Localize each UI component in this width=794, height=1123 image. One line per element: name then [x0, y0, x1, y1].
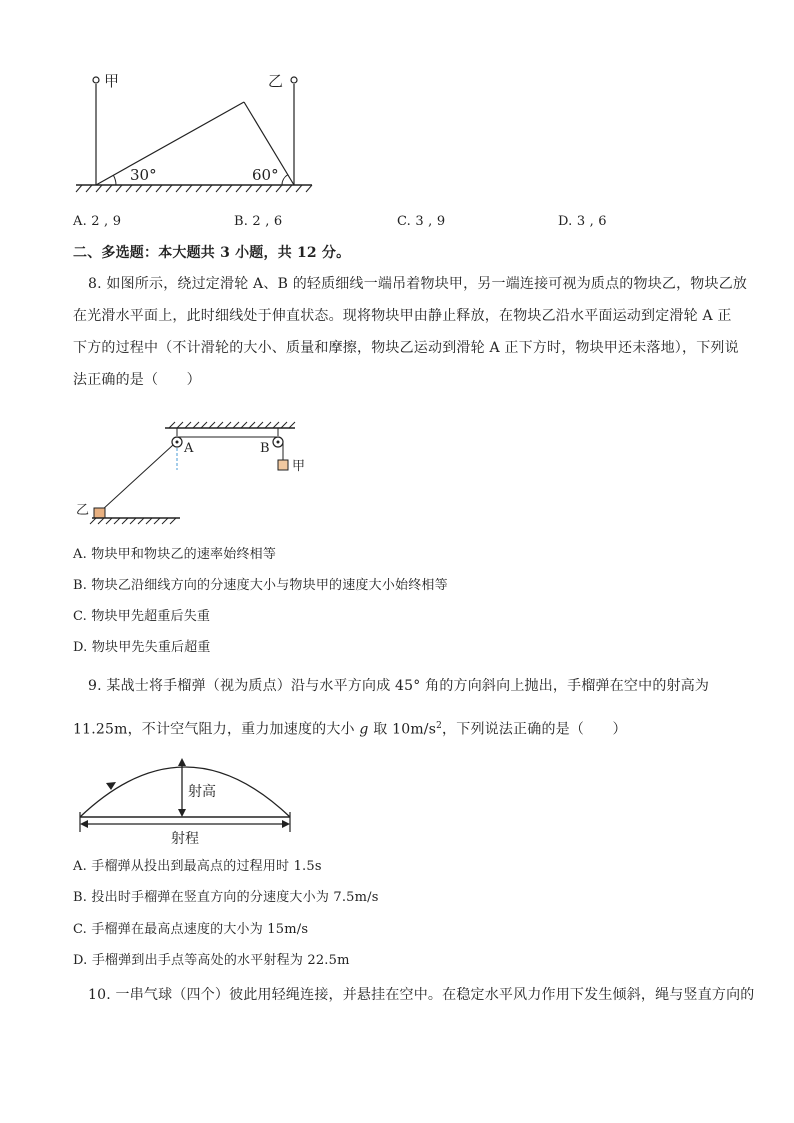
q8-option-a: A. 物块甲和物块乙的速率始终相等: [73, 547, 277, 562]
q9-option-c: C. 手榴弹在最高点速度的大小为 15m/s: [73, 922, 309, 937]
q9-height-value: 11.25m: [73, 721, 128, 738]
q9-g-value: 10m/s: [392, 721, 437, 738]
q7-option-a: A. 2 , 9: [73, 214, 122, 229]
q8-option-d: D. 物块甲先失重后超重: [73, 640, 211, 655]
q9-line-2: 11.25m，不计空气阻力，重力加速度的大小 g 取 $10m/s^2$，下列说法正确的是（ ）: [73, 721, 627, 738]
q10-line-1: 10. 一串气球（四个）彼此用轻绳连接，并悬挂在空中。在稳定水平风力作用下发生倾斜，绳与竖直方向的: [88, 987, 755, 1003]
height-label: 射高: [188, 784, 216, 800]
q7-option-c: C. 3 , 9: [397, 214, 446, 229]
q8-line-2: 在光滑水平面上，此时细线处于伸直状态。现将物块甲由静止释放，在物块乙沿水平面运动到定滑轮 A 正: [73, 308, 732, 324]
section-title: 二、多选题：本大题共 3 小题，共 12 分。: [73, 245, 351, 261]
figure-q9: [70, 752, 300, 847]
q9-option-a: A. 手榴弹从投出到最高点的过程用时 1.5s: [73, 859, 322, 874]
angle-30-label: 30°: [130, 166, 157, 184]
q8-option-b: B. 物块乙沿细线方向的分速度大小与物块甲的速度大小始终相等: [73, 578, 448, 593]
q8-option-c: C. 物块甲先超重后失重: [73, 609, 211, 624]
pulley-a-label: A: [184, 441, 194, 456]
q9-option-b: B. 投出时手榴弹在竖直方向的分速度大小为 7.5m/s: [73, 890, 379, 905]
q8-line-1: 8. 如图所示，绕过定滑轮 A、B 的轻质细线一端吊着物块甲，另一端连接可视为质点的物块乙，物块乙放: [88, 276, 748, 292]
label-yi: 乙: [268, 72, 284, 90]
q8-line-4: 法正确的是（ ）: [73, 372, 201, 388]
q9-g-symbol: g: [359, 721, 369, 738]
block-jia-label: 甲: [292, 459, 306, 474]
q9-option-d: D. 手榴弹到出手点等高处的水平射程为 22.5m: [73, 953, 350, 968]
figure-q8: [70, 410, 320, 530]
q7-option-b: B. 2 , 6: [234, 214, 283, 229]
angle-60-label: 60°: [252, 166, 279, 184]
q9-line-1: 9. 某战士将手榴弹（视为质点）沿与水平方向成 45° 角的方向斜向上抛出，手榴弹在空中的射高为: [88, 678, 710, 694]
figure-q7: [60, 60, 330, 200]
q8-line-3: 下方的过程中（不计滑轮的大小、质量和摩擦，物块乙运动到滑轮 A 正下方时，物块甲还未落地），下列说: [73, 340, 739, 356]
q7-option-d: D. 3 , 6: [558, 214, 607, 229]
pulley-b-label: B: [260, 441, 270, 456]
range-label: 射程: [171, 831, 199, 847]
label-jia: 甲: [104, 72, 120, 90]
block-yi-label: 乙: [76, 503, 90, 518]
